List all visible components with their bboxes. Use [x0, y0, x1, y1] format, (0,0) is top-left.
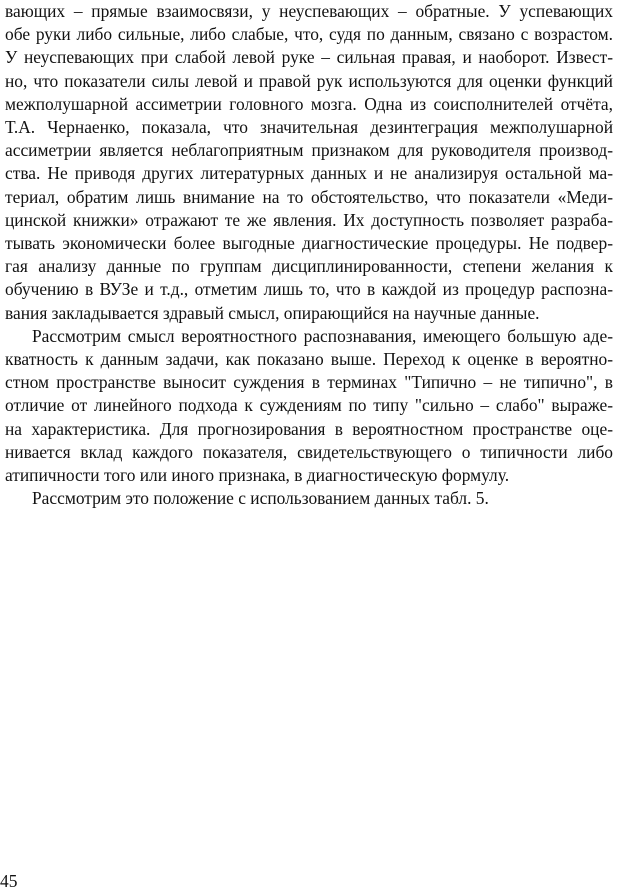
text-line: Рассмотрим смысл вероятностного распознавания, имеющего большую аде-: [32, 325, 613, 346]
text-line: цинской книжки» отражают те же явления. Их доступность позволяет разраба-: [5, 209, 613, 230]
text-line: отличие от линейного подхода к суждениям по типу "сильно – слабо" выраже-: [5, 395, 613, 416]
text-line: Рассмотрим это положение с использованием данных табл. 5.: [32, 488, 489, 509]
page-number: 45: [0, 871, 18, 891]
text-line: вающих – прямые взаимосвязи, у неуспевающих – обратные. У успевающих: [5, 1, 613, 21]
text-line: нивается вклад каждого показателя, свидетельствующего о типичности либо: [5, 441, 613, 462]
text-line: обе руки либо сильные, либо слабые, что, судя по данным, связано с возрастом.: [5, 24, 613, 45]
text-line: ства. Не приводя других литературных данных и не анализируя остальной ма-: [5, 163, 613, 184]
text-line: обучению в ВУЗе и т.д., отметим лишь то, что в каждой из процедур распозна-: [5, 279, 613, 300]
text-line: атипичности того или иного признака, в диагностическую формулу.: [5, 465, 510, 485]
text-line: ассиметрии является неблагоприятным признаком для руководителя производ-: [5, 140, 613, 161]
text-line: гая анализу данные по группам дисциплинированности, степени желания к: [5, 256, 613, 277]
text-line: У неуспевающих при слабой левой руке – сильная правая, и наоборот. Извест-: [5, 47, 613, 68]
text-line: вания закладывается здравый смысл, опирающийся на научные данные.: [5, 302, 540, 323]
text-line: но, что показатели силы левой и правой рук используются для оценки функций: [5, 70, 613, 91]
text-line: тывать экономически более выгодные диагностические процедуры. Не подвер-: [5, 233, 613, 253]
text-line: на характеристика. Для прогнозирования в вероятностном пространстве оце-: [5, 418, 613, 439]
text-line: стном пространстве выносит суждения в терминах "Типично – не типично", в: [5, 372, 613, 393]
text-line: териал, обратим лишь внимание на то обстоятельство, что показатели «Меди-: [5, 186, 613, 207]
text-line: межполушарной ассиметрии головного мозга. Одна из соисполнителей отчёта,: [5, 93, 613, 114]
text-line: кватность к данным задачи, как показано выше. Переход к оценке в вероятно-: [5, 349, 613, 369]
text-line: Т.А. Чернаенко, показала, что значительная дезинтеграция межполушарной: [5, 117, 613, 137]
